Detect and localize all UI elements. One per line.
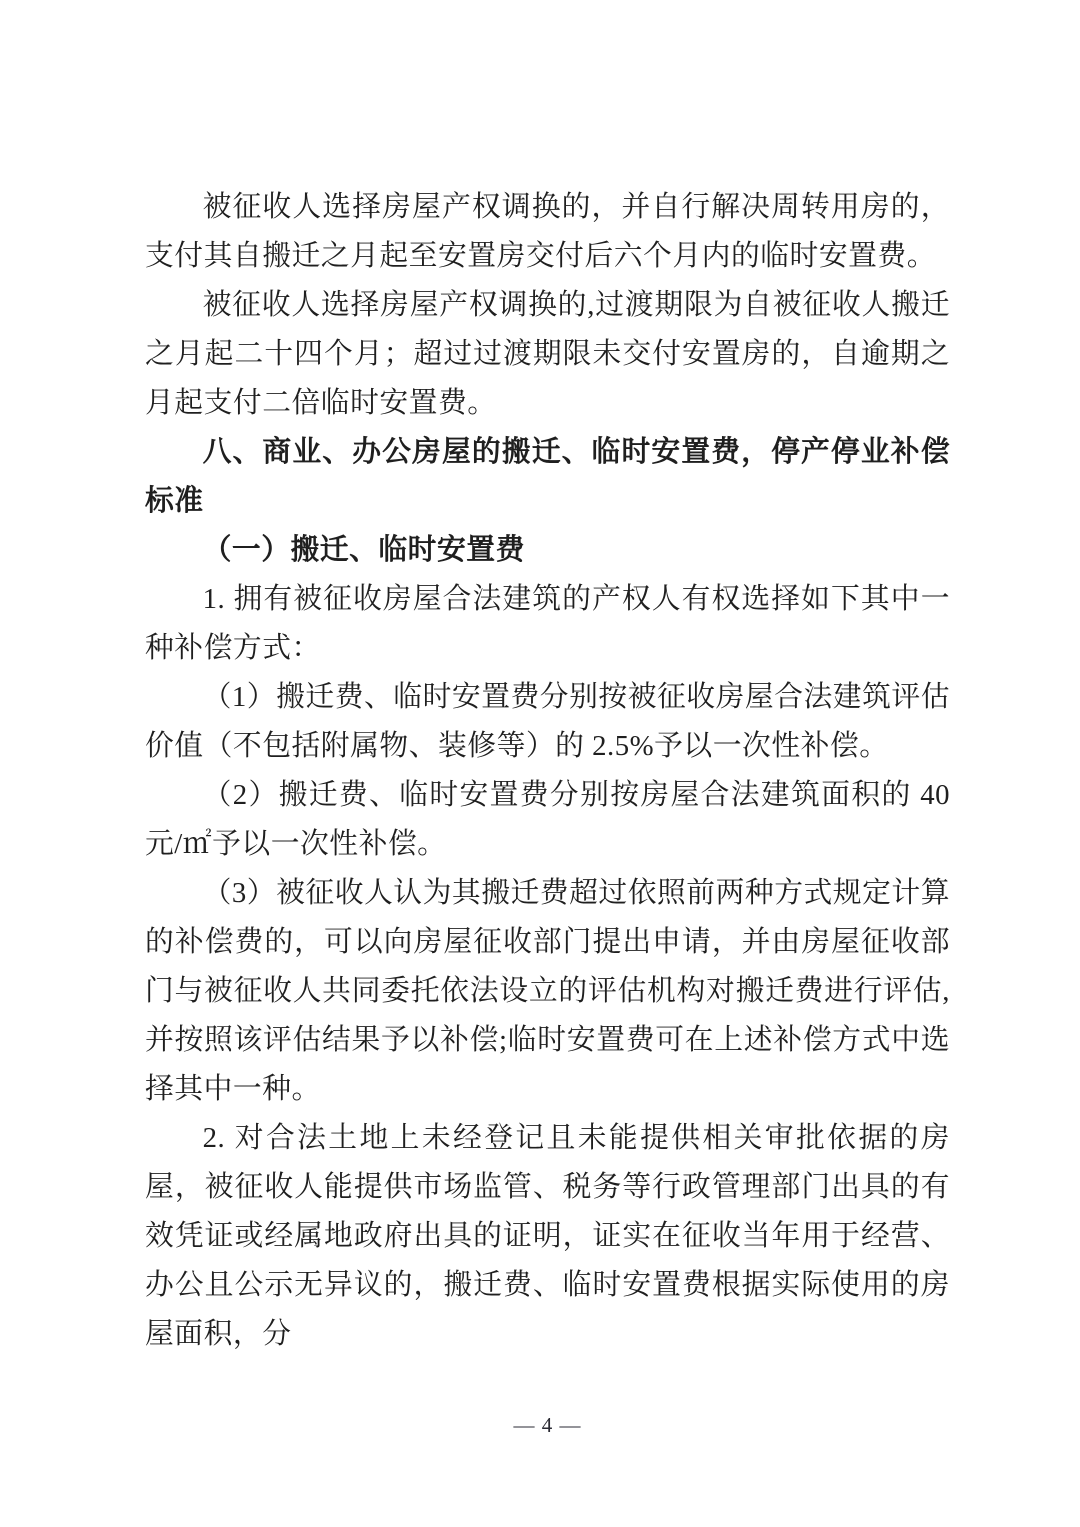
subsection-heading-relocation-fees: （一）搬迁、临时安置费 — [202, 534, 525, 566]
section-heading-commercial-office-compensation: 八、商业、办公房屋的搬迁、临时安置费，停产停业补偿标准 — [145, 436, 950, 517]
paragraph-option-3-appraisal: （3）被征收人认为其搬迁费超过依照前两种方式规定计算的补偿费的，可以向房屋征收部门提出申请，并由房屋征收部门与被征收人共同委托依法设立的评估机构对搬迁费进行评估,并按照该评估结果予以补偿;临时安置费可在上述补偿方式中选择其中一种。 — [145, 877, 950, 1105]
page-number: — 4 — — [513, 1413, 582, 1437]
paragraph-item-2-unregistered-houses: 2. 对合法土地上未经登记且未能提供相关审批依据的房屋，被征收人能提供市场监管、税务等行政管理部门出具的有效凭证或经属地政府出具的证明，证实在征收当年用于经营、办公且公示无异议的，搬迁费、临时安置费根据实际使用的房屋面积，分 — [145, 1122, 950, 1350]
paragraph-option-2-per-square-meter: （2）搬迁费、临时安置费分别按房屋合法建筑面积的 40 元/㎡予以一次性补偿。 — [145, 779, 950, 860]
document-body — [145, 183, 950, 1359]
paragraph-option-1-percentage: （1）搬迁费、临时安置费分别按被征收房屋合法建筑评估价值（不包括附属物、装修等）的 2.5%予以一次性补偿。 — [145, 681, 950, 762]
paragraph-item-1-choice-of-compensation: 1. 拥有被征收房屋合法建筑的产权人有权选择如下其中一种补偿方式： — [145, 583, 950, 664]
page-footer — [145, 1410, 950, 1440]
paragraph-temporary-resettlement-self-arranged: 被征收人选择房屋产权调换的，并自行解决周转用房的，支付其自搬迁之月起至安置房交付后六个月内的临时安置费。 — [145, 191, 950, 272]
paragraph-transition-period: 被征收人选择房屋产权调换的,过渡期限为自被征收人搬迁之月起二十四个月；超过过渡期限未交付安置房的，自逾期之月起支付二倍临时安置费。 — [145, 289, 950, 419]
